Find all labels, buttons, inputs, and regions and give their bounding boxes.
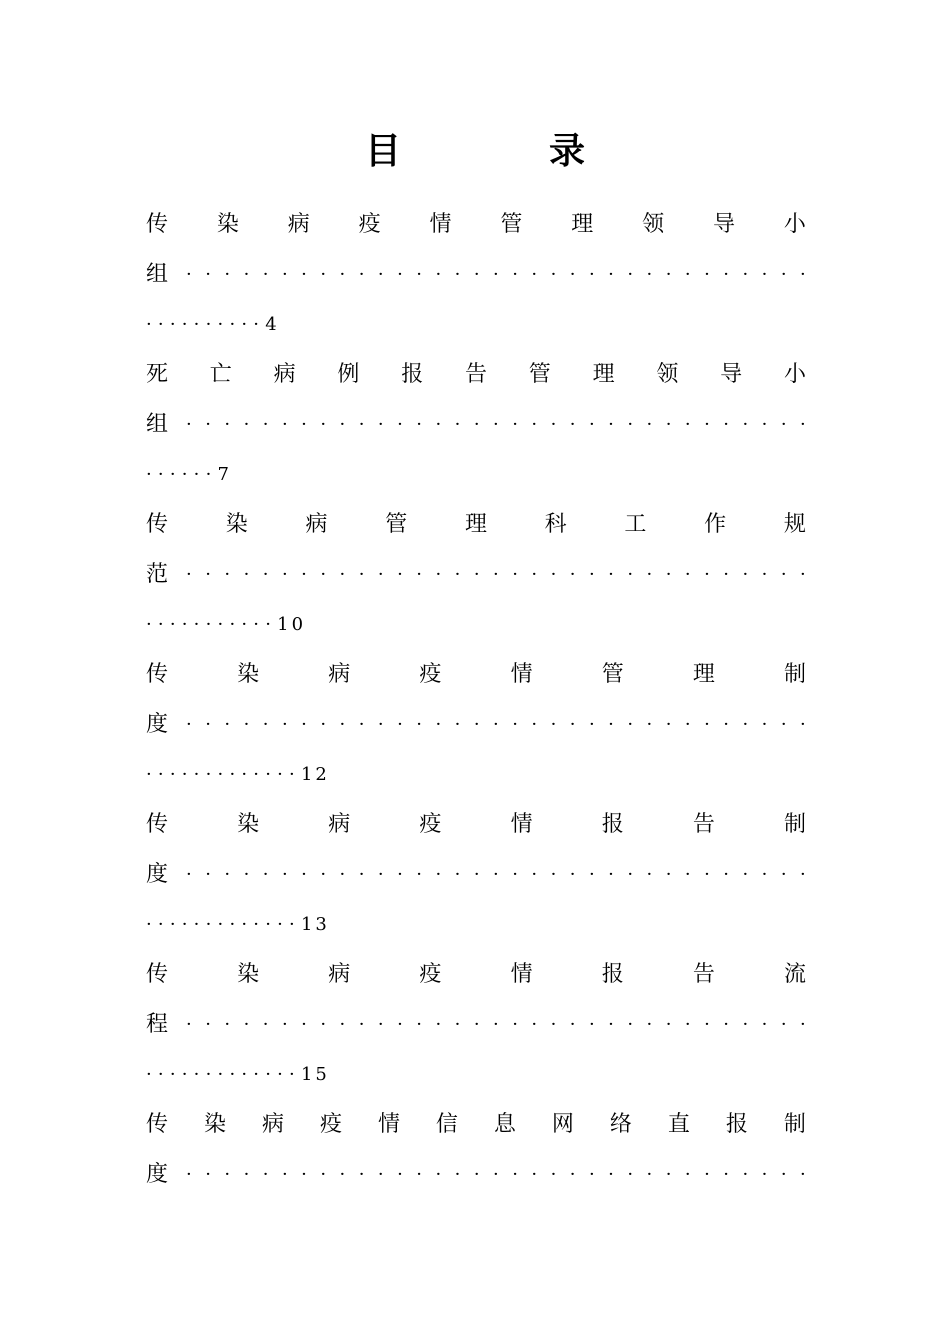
heading-char: 理 [464,512,487,537]
heading-char: 情 [510,812,533,837]
toc-entry[interactable] [146,350,806,500]
toc-entry-heading [146,200,806,250]
toc-entry[interactable] [146,200,806,350]
page-number: 13 [300,914,330,935]
heading-last-char: 范 [146,562,169,587]
page-number: 4 [265,314,280,335]
heading-char: 染 [203,1112,226,1137]
toc-entry-heading [146,350,806,400]
heading-char: 情 [429,212,452,237]
heading-char: 疫 [358,212,381,237]
heading-char: 染 [237,812,260,837]
heading-char: 死 [146,362,169,387]
heading-char: 染 [216,212,239,237]
heading-char: 病 [261,1112,284,1137]
toc-entry-page-line [146,300,806,350]
toc-entry[interactable] [146,950,806,1100]
dot-leader: · · · · · · · · · · · · · · · · · · · · · · · · · · · · · · · · · [186,564,806,585]
toc-entry-heading [146,500,806,550]
toc-entry-leader-line [146,400,806,450]
toc-entry-page-line [146,600,806,650]
toc-entry-heading [146,650,806,700]
heading-char: 亡 [209,362,232,387]
heading-char: 病 [328,662,351,687]
heading-last-char: 组 [146,412,169,437]
heading-char: 制 [783,1112,806,1137]
dot-leader: · · · · · · · · · · · · · · · · · · · · · · · · · · · · · · · · · [186,714,806,735]
heading-char: 情 [377,1112,400,1137]
heading-char: 信 [435,1112,458,1137]
toc-entry-heading [146,950,806,1000]
heading-char: 报 [725,1112,748,1137]
heading-char: 制 [783,812,806,837]
heading-char: 病 [328,812,351,837]
heading-char: 规 [783,512,806,537]
heading-char: 报 [401,362,424,387]
page-number: 12 [300,764,330,785]
heading-char: 作 [704,512,727,537]
heading-char: 导 [713,212,736,237]
heading-char: 传 [146,662,169,687]
dot-leader: · · · · · · · · · · · · · · · · · · · · · · · · · · · · · · · · · [186,264,806,285]
heading-char: 传 [146,512,169,537]
toc-entry-page-line [146,450,806,500]
toc-entry-page-line [146,1050,806,1100]
toc-entry-heading [146,1100,806,1150]
heading-char: 导 [720,362,743,387]
heading-char: 病 [328,962,351,987]
heading-char: 传 [146,1112,169,1137]
heading-char: 情 [510,662,533,687]
dot-leader-continued: ··········· [146,614,278,635]
heading-char: 告 [692,812,715,837]
toc-entry[interactable] [146,650,806,800]
heading-last-char: 度 [146,862,169,887]
heading-char: 小 [783,362,806,387]
heading-char: 小 [783,212,806,237]
heading-char: 制 [783,662,806,687]
heading-char: 传 [146,962,169,987]
toc-entry-leader-line [146,700,806,750]
heading-char: 疫 [419,662,442,687]
toc-entry[interactable] [146,800,806,950]
toc-entry-leader-line [146,550,806,600]
heading-char: 流 [783,962,806,987]
heading-char: 管 [528,362,551,387]
heading-char: 管 [385,512,408,537]
toc-entry[interactable] [146,1100,806,1200]
heading-char: 例 [337,362,360,387]
toc-entry-page-line [146,900,806,950]
heading-char: 理 [571,212,594,237]
heading-char: 领 [642,212,665,237]
heading-char: 染 [237,662,260,687]
heading-char: 理 [692,662,715,687]
heading-char: 染 [237,962,260,987]
heading-char: 理 [592,362,615,387]
dot-leader: · · · · · · · · · · · · · · · · · · · · · · · · · · · · · · · · · [186,864,806,885]
dot-leader: · · · · · · · · · · · · · · · · · · · · · · · · · · · · · · · · · [186,1014,806,1035]
dot-leader: · · · · · · · · · · · · · · · · · · · · · · · · · · · · · · · · · [186,1164,806,1185]
heading-char: 网 [551,1112,574,1137]
page-number: 7 [217,464,232,485]
toc-entry-page-line [146,750,806,800]
heading-char: 报 [601,812,624,837]
heading-char: 络 [609,1112,632,1137]
heading-char: 告 [464,362,487,387]
toc-entry[interactable] [146,500,806,650]
dot-leader-continued: ·········· [146,314,266,335]
dot-leader: · · · · · · · · · · · · · · · · · · · · · · · · · · · · · · · · · [186,414,806,435]
dot-leader-continued: ············· [146,1064,301,1085]
dot-leader-continued: ······ [146,464,218,485]
heading-char: 息 [493,1112,516,1137]
toc-entry-leader-line [146,850,806,900]
page-number: 10 [277,614,307,635]
page-title: 目 录 [364,130,641,172]
page-number: 15 [300,1064,330,1085]
heading-char: 科 [544,512,567,537]
heading-last-char: 组 [146,262,169,287]
heading-char: 疫 [419,812,442,837]
toc-entry-leader-line [146,250,806,300]
heading-char: 告 [692,962,715,987]
heading-char: 染 [225,512,248,537]
heading-last-char: 程 [146,1012,169,1037]
heading-char: 管 [601,662,624,687]
heading-char: 工 [624,512,647,537]
toc-entry-leader-line [146,1150,806,1200]
dot-leader-continued: ············· [146,764,301,785]
heading-char: 病 [287,212,310,237]
table-of-contents [146,200,806,1200]
toc-entry-heading [146,800,806,850]
dot-leader-continued: ············· [146,914,301,935]
heading-char: 管 [500,212,523,237]
heading-char: 疫 [419,962,442,987]
toc-entry-leader-line [146,1000,806,1050]
heading-char: 病 [305,512,328,537]
heading-last-char: 度 [146,1162,169,1187]
heading-char: 直 [667,1112,690,1137]
heading-char: 传 [146,812,169,837]
heading-char: 报 [601,962,624,987]
heading-char: 情 [510,962,533,987]
heading-char: 传 [146,212,169,237]
heading-char: 疫 [319,1112,342,1137]
heading-char: 病 [273,362,296,387]
heading-last-char: 度 [146,712,169,737]
heading-char: 领 [656,362,679,387]
